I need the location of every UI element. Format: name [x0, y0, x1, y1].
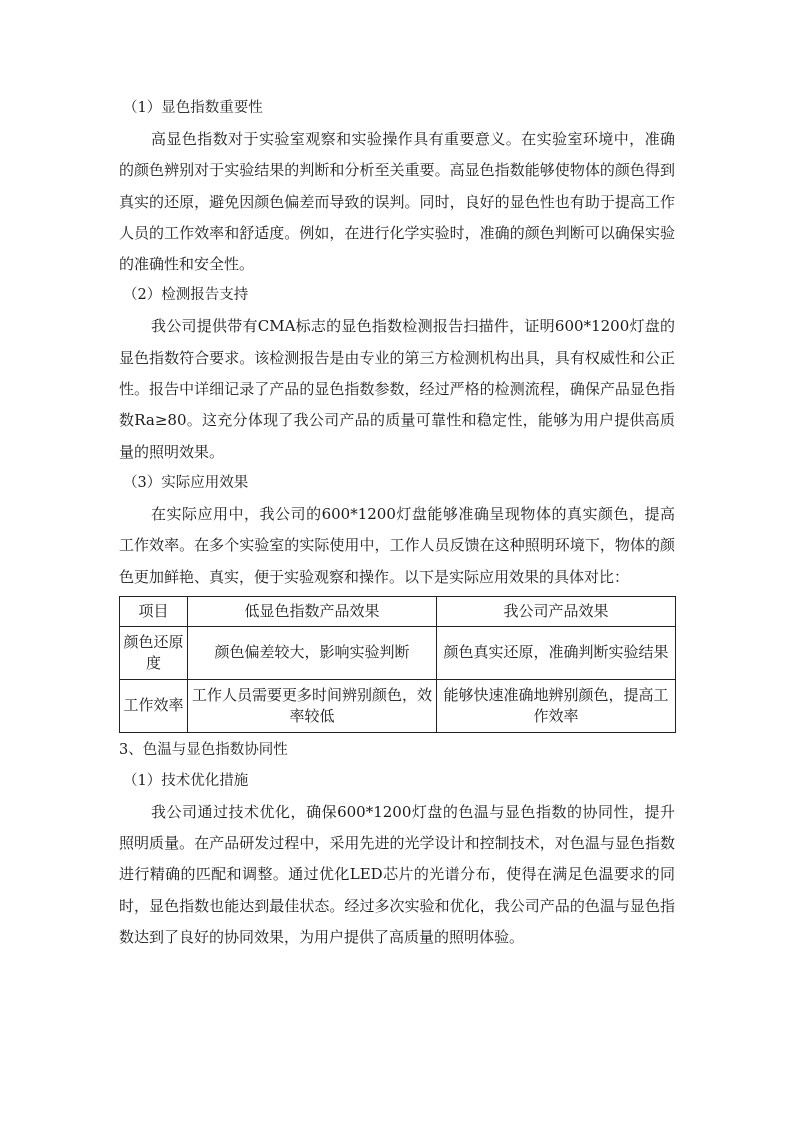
subsection-heading-3: （3）实际应用效果 [123, 474, 249, 491]
table-header-cell: 项目 [120, 596, 188, 626]
subsection-heading-4: （1）技术优化措施 [123, 772, 249, 789]
table-cell: 能够快速准确地辨别颜色，提高工作效率 [437, 679, 676, 732]
document-page [119, 93, 675, 953]
table-cell: 颜色还原度 [120, 626, 188, 679]
section-heading-3: 3、色温与显色指数协同性 [119, 741, 288, 758]
subsection-heading-2: （2）检测报告支持 [123, 287, 249, 304]
table-cell: 工作人员需要更多时间辨别颜色，效率较低 [188, 679, 437, 732]
table-row [120, 626, 676, 679]
table-header-cell: 低显色指数产品效果 [188, 596, 437, 626]
subsection-heading-1: （1）显色指数重要性 [123, 100, 263, 116]
comparison-table [119, 596, 676, 733]
paragraph-2: 我公司提供带有CMA标志的显色指数检测报告扫描件，证明600*1200灯盘的显色指数符合要求。该检测报告是由专业的第三方检测机构出具，具有权威性和公正性。报告中详细记录了产品的显色指数参数，经过严格的检测流程，确保产品显色指数Ra≥80。这充分体现了我公司产品的质量可靠性和稳定性，能够为用户提供高质量的照明效果。 [119, 317, 675, 461]
paragraph-1: 高显色指数对于实验室观察和实验操作具有重要意义。在实验室环境中，准确的颜色辨别对于实验结果的判断和分析至关重要。高显色指数能够使物体的颜色得到真实的还原，避免因颜色偏差而导致的误判。同时，良好的显色性也有助于提高工作人员的工作效率和舒适度。例如，在进行化学实验时，准确的颜色判断可以确保实验的准确性和安全性。 [119, 130, 675, 274]
table-header-cell: 我公司产品效果 [437, 596, 676, 626]
table-header-row [120, 596, 676, 626]
table-cell: 工作效率 [120, 679, 188, 732]
paragraph-4: 我公司通过技术优化，确保600*1200灯盘的色温与显色指数的协同性，提升照明质量。在产品研发过程中，采用先进的光学设计和控制技术，对色温与显色指数进行精确的匹配和调整。通过优化LED芯片的光谱分布，使得在满足色温要求的同时，显色指数也能达到最佳状态。经过多次实验和优化，我公司产品的色温与显色指数达到了良好的协同效果，为用户提供了高质量的照明体验。 [119, 802, 675, 947]
table-cell: 颜色偏差较大，影响实验判断 [188, 626, 437, 679]
table-cell: 颜色真实还原，准确判断实验结果 [437, 626, 676, 679]
paragraph-3: 在实际应用中，我公司的600*1200灯盘能够准确呈现物体的真实颜色，提高工作效率。在多个实验室的实际使用中，工作人员反馈在这种照明环境下，物体的颜色更加鲜艳、真实，便于实验观察和操作。以下是实际应用效果的具体对比： [119, 504, 675, 586]
table-row [120, 679, 676, 732]
